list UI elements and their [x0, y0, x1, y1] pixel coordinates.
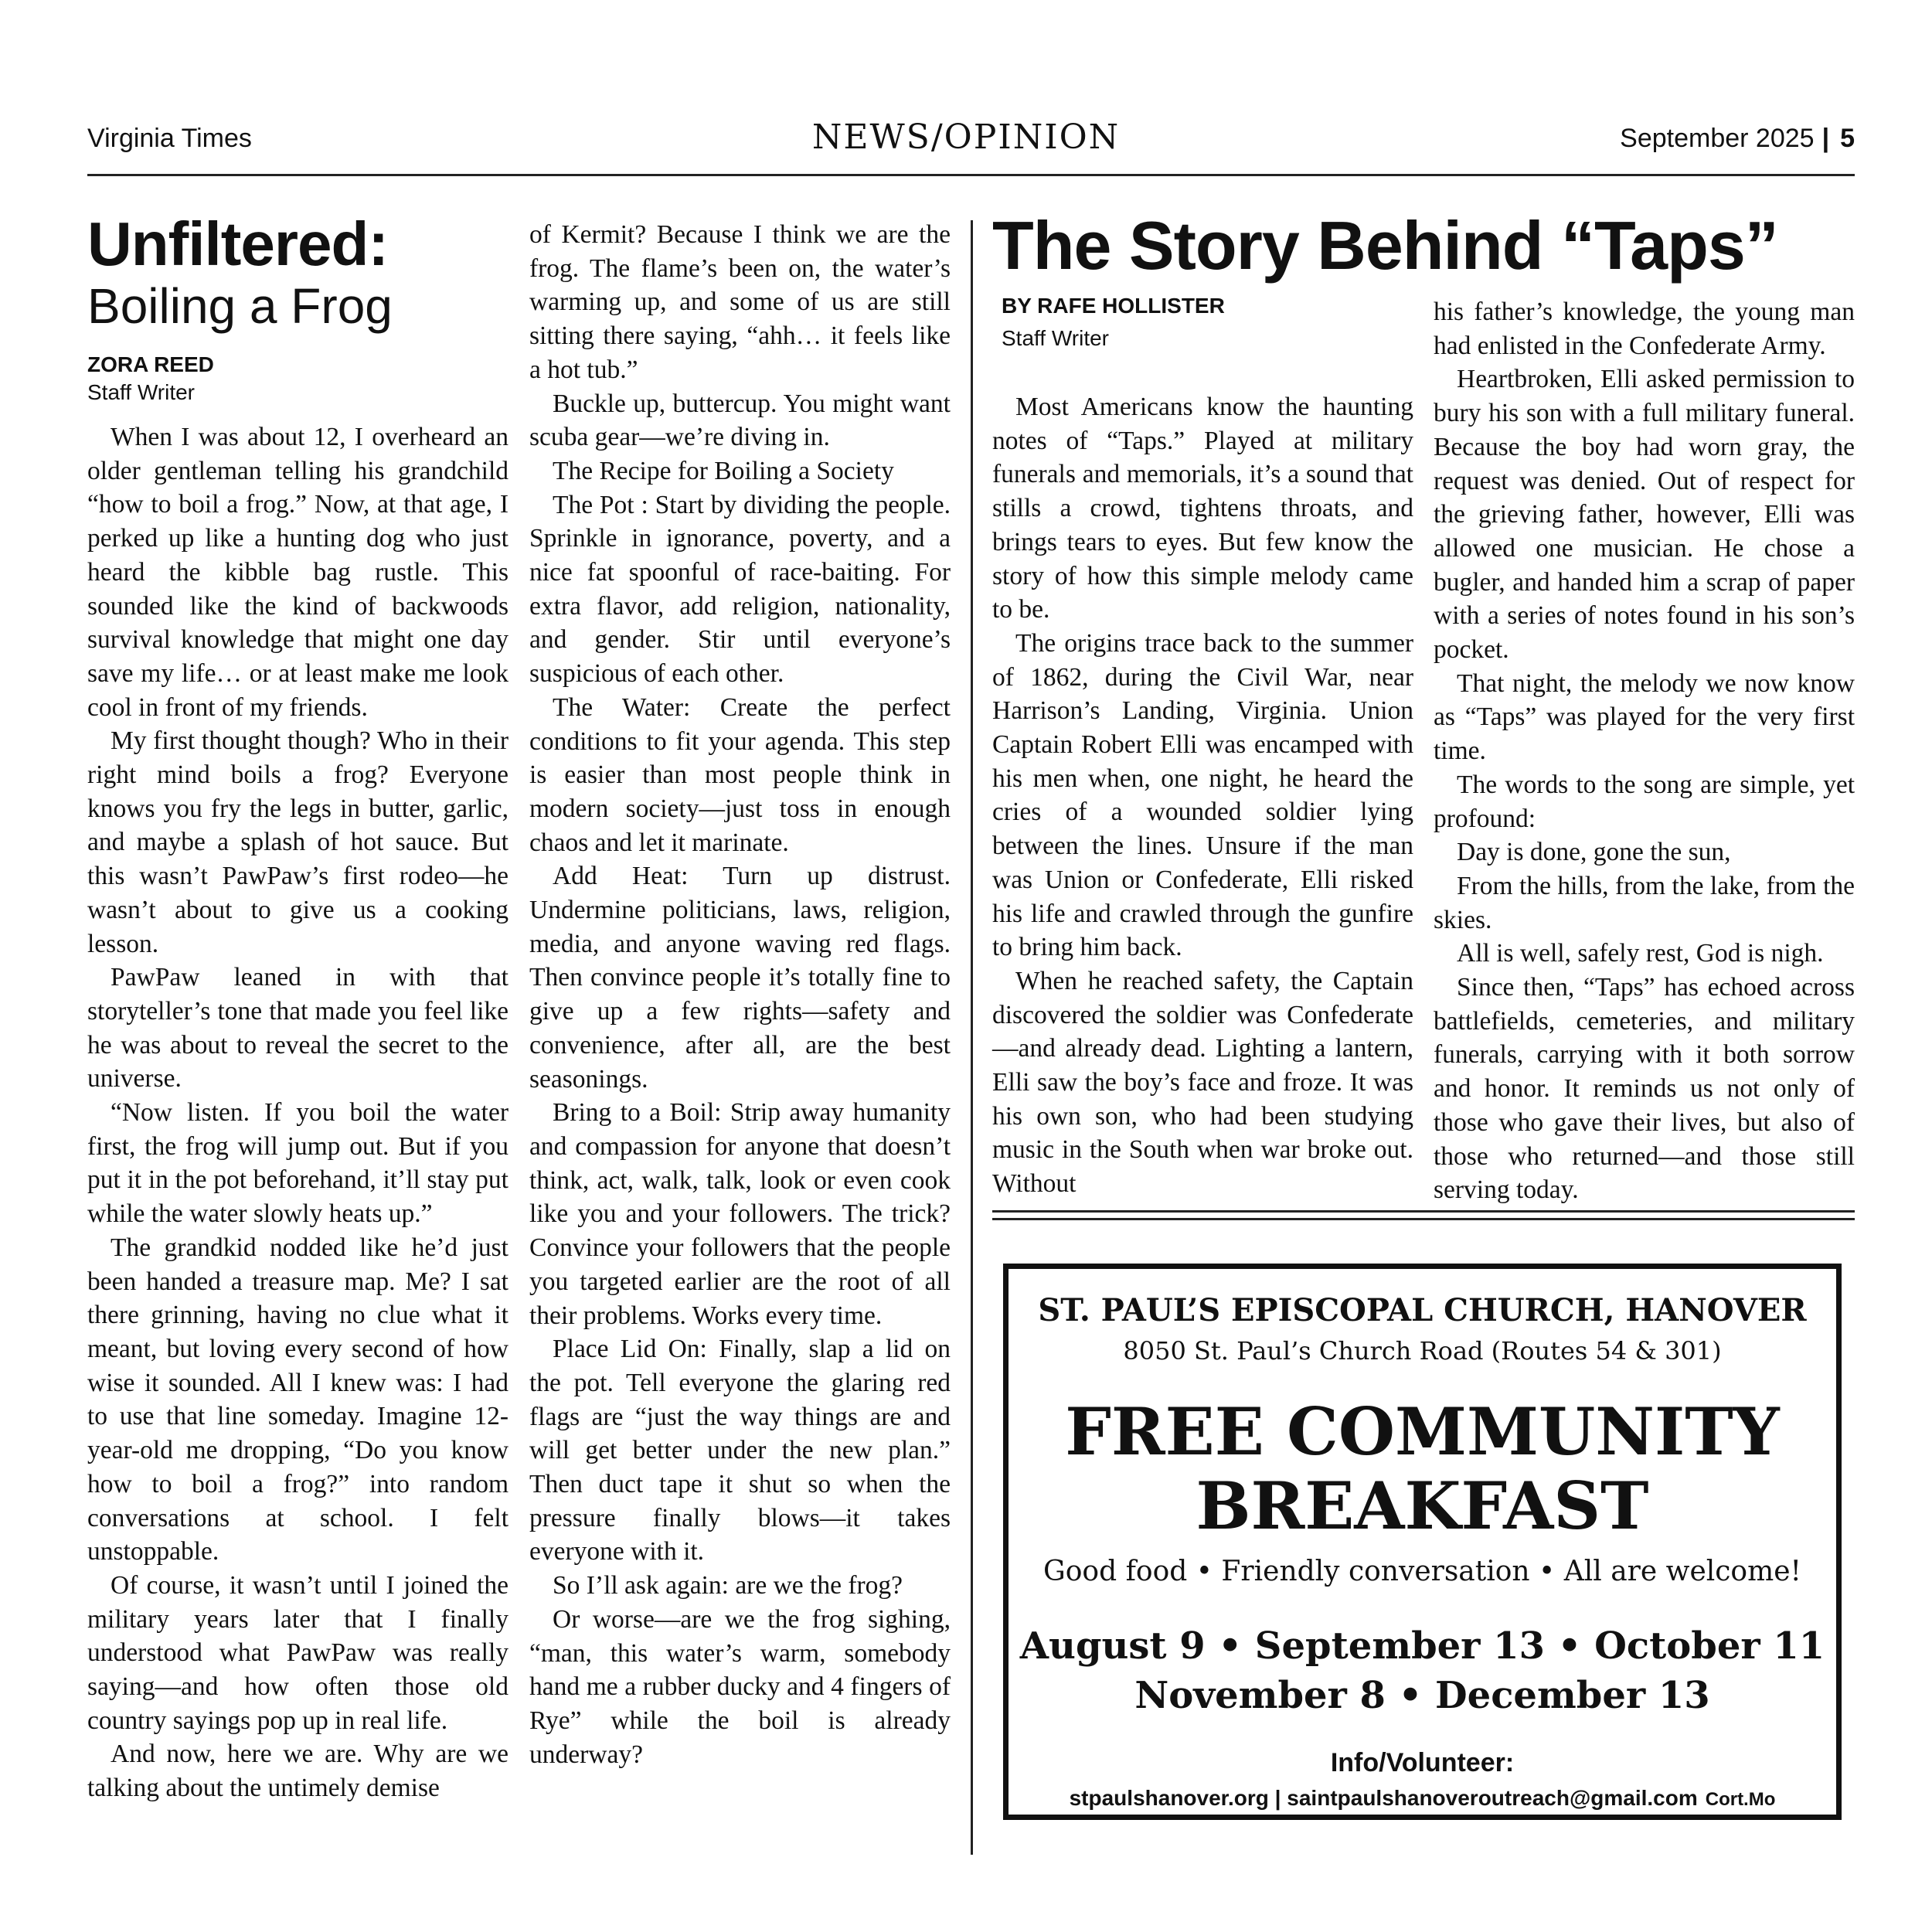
article-frog-column-1 — [87, 209, 509, 1805]
issue-info — [1620, 124, 1855, 154]
column-divider — [971, 220, 973, 1855]
paragraph: Most Americans know the haunting notes of “Taps.” Played at military funerals and memorials, it’s a sound that stills a crowd, tightens throats, and brings tears to eyes. But few know the story of how this simple melody came to be. — [992, 393, 1413, 624]
paragraph: The origins trace back to the summer of 1862, during the Civil War, near Harrison’s Landing, Virginia. Union Captain Robert Elli was encamped with his men when, one night, he heard the cries of a wounded soldier lying between the lines. Unsure if the man was Union or Confederate, Elli risked his life and crawled through the gunfire to bring him back. — [992, 628, 1413, 962]
article-frog-column-2 — [529, 218, 951, 1771]
ad-church-name: ST. PAUL’S EPISCOPAL CHURCH, HANOVER — [1038, 1292, 1807, 1328]
section-title: NEWS/OPINION — [811, 117, 1121, 157]
lyric-line: From the hills, from the lake, from the skies. — [1434, 871, 1855, 934]
paragraph: When I was about 12, I overheard an older gentleman telling his grandchild “how to boil a frog.” Now, at that age, I perked up like a hunting dog who just heard the kibble bag rustle. This sounded like the kind of backwoods survival knowledge that might one day save my life… or at least make me look cool in front of my friends. — [87, 423, 509, 722]
page-number: 5 — [1840, 124, 1855, 153]
ad-headline — [1009, 1395, 1836, 1543]
paragraph: Place Lid On: Finally, slap a lid on the pot. Tell everyone the glaring red flags are “just the way things are and will get better under the new plan.” Then duct tape it shut so when the pressure finally blows—it takes everyone with it. — [529, 1335, 951, 1566]
publication-name: Virginia Times — [87, 124, 252, 153]
paragraph: Of course, it wasn’t until I joined the military years later that I finally understood what PawPaw was really saying—and how often those old country sayings pop up in real life. — [87, 1570, 509, 1735]
paragraph: his father’s knowledge, the young man had enlisted in the Confederate Army. — [1434, 298, 1855, 360]
paragraph: That night, the melody we now know as “Taps” was played for the very first time. — [1434, 668, 1855, 766]
article-taps-role: Staff Writer — [1002, 326, 1110, 350]
church-breakfast-ad — [1003, 1264, 1842, 1820]
ad-contact-links[interactable]: stpaulshanover.org | saintpaulshanoveroutreach@gmail.com — [1069, 1786, 1698, 1810]
paragraph: When he reached safety, the Captain discovered the soldier was Confederate—and already dead. Lighting a lantern, Elli saw the boy’s face and froze. It was his own son, who had been studying music in the South when war broke out. Without — [992, 966, 1413, 1199]
article-taps-title: The Story Behind “Taps” — [992, 207, 1778, 284]
paragraph: PawPaw leaned in with that storyteller’s tone that made you feel like he was about to reveal the secret to the universe. — [87, 963, 509, 1094]
paragraph: Bring to a Boil: Strip away humanity and compassion for anyone that doesn’t think, act, walk, talk, look or even cook like you and your followers. The trick? Convince your followers that the people you targeted earlier are the root of all their problems. Works every time. — [529, 1098, 951, 1330]
article-frog-author: ZORA REED — [87, 352, 214, 376]
lyric-line: Day is done, gone the sun, — [1457, 838, 1731, 867]
article-taps-column-2 — [1434, 295, 1855, 1207]
paragraph: So I’ll ask again: are we the frog? — [553, 1571, 903, 1600]
paragraph: The Water: Create the perfect conditions to fit your agenda. This step is easier than most people think in modern society—just toss in enough chaos and let it marinate. — [529, 692, 951, 857]
ad-dates-line-2: November 8 • December 13 — [1134, 1674, 1710, 1717]
ad-rule-bottom — [992, 1218, 1855, 1220]
issue-date: September 2025 — [1620, 124, 1815, 153]
paragraph: Buckle up, buttercup. You might want scuba gear—we’re diving in. — [529, 389, 951, 452]
paragraph: My first thought though? Who in their right mind boils a frog? Everyone knows you fry the legs in butter, garlic, and maybe a splash of hot sauce. But this wasn’t PawPaw’s first rodeo—he wasn’t about to give us a cooking lesson. — [87, 726, 509, 958]
ad-address: 8050 St. Paul’s Church Road (Routes 54 & 301) — [1123, 1336, 1722, 1366]
article-taps-author: BY RAFE HOLLISTER — [1002, 294, 1225, 318]
paragraph: The Pot : Start by dividing the people. Sprinkle in ignorance, poverty, and a nice fat spoonful of race-baiting. For extra flavor, add religion, nationality, and gender. Stir until everyone’s suspicious of each other. — [529, 490, 951, 689]
ad-contact — [1009, 1786, 1836, 1811]
paragraph: Add Heat: Turn up distrust. Undermine politicians, laws, religion, media, and anyone waving red flags. Then convince people it’s totally fine to give up a few rights—safety and convenience, after all, are the best seasonings. — [529, 862, 951, 1094]
paragraph: Or worse—are we the frog sighing, “man, this water’s warm, somebody hand me a rubber ducky and 4 fingers of Rye” while the boil is already underway? — [529, 1604, 951, 1769]
article-taps-column-1 — [992, 390, 1413, 1201]
header-separator: | — [1821, 124, 1830, 153]
paragraph: Since then, “Taps” has echoed across battlefields, cemeteries, and military funerals, carrying with it both sorrow and honor. It reminds us not only of those who gave their lives, but also of those who returned—and those still serving today. — [1434, 973, 1855, 1205]
paragraph: of Kermit? Because I think we are the frog. The flame’s been on, the water’s warming up, and some of us are still sitting there saying, “ahh… it feels like a hot tub.” — [529, 220, 951, 384]
ad-info-label: Info/Volunteer: — [1330, 1748, 1515, 1777]
article-frog-subtitle: Boiling a Frog — [87, 278, 393, 334]
ad-dates-line-1: August 9 • September 13 • October 11 — [1019, 1624, 1825, 1668]
subheading: The Recipe for Boiling a Society — [553, 456, 894, 485]
header-rule — [87, 174, 1855, 176]
paragraph: The grandkid nodded like he’d just been handed a treasure map. Me? I sat there grinning, having no clue what it meant, but loving every second of how wise it sounded. All I knew was: I had to use that line someday. Imagine 12-year-old me dropping, “Do you know how to boil a frog?” into random conversations at school. I felt unstoppable. — [87, 1233, 509, 1566]
ad-headline-line-1: FREE COMMUNITY — [1065, 1393, 1780, 1470]
paragraph: The words to the song are simple, yet profound: — [1434, 770, 1855, 833]
paragraph: And now, here we are. Why are we talking about the untimely demise — [87, 1740, 509, 1803]
paragraph: “Now listen. If you boil the water first, the frog will jump out. But if you put it in the pot beforehand, it’ll stay put while the water slowly heats up.” — [87, 1098, 509, 1229]
ad-signature: Cort.Mo — [1705, 1789, 1776, 1810]
ad-tagline: Good food • Friendly conversation • All are welcome! — [1043, 1556, 1801, 1587]
ad-headline-line-2: BREAKFAST — [1196, 1468, 1649, 1544]
lyric-line: All is well, safely rest, God is nigh. — [1457, 939, 1824, 968]
paragraph: Heartbroken, Elli asked permission to bury his son with a full military funeral. Because the boy had worn gray, the request was denied. Out of respect for the grieving father, however, Elli was allowed one musician. He chose a bugler, and handed him a scrap of paper with a series of notes found in his son’s pocket. — [1434, 365, 1855, 665]
article-frog-title: Unfiltered: — [87, 209, 388, 278]
article-frog-role: Staff Writer — [87, 380, 196, 404]
ad-rule-top — [992, 1210, 1855, 1213]
